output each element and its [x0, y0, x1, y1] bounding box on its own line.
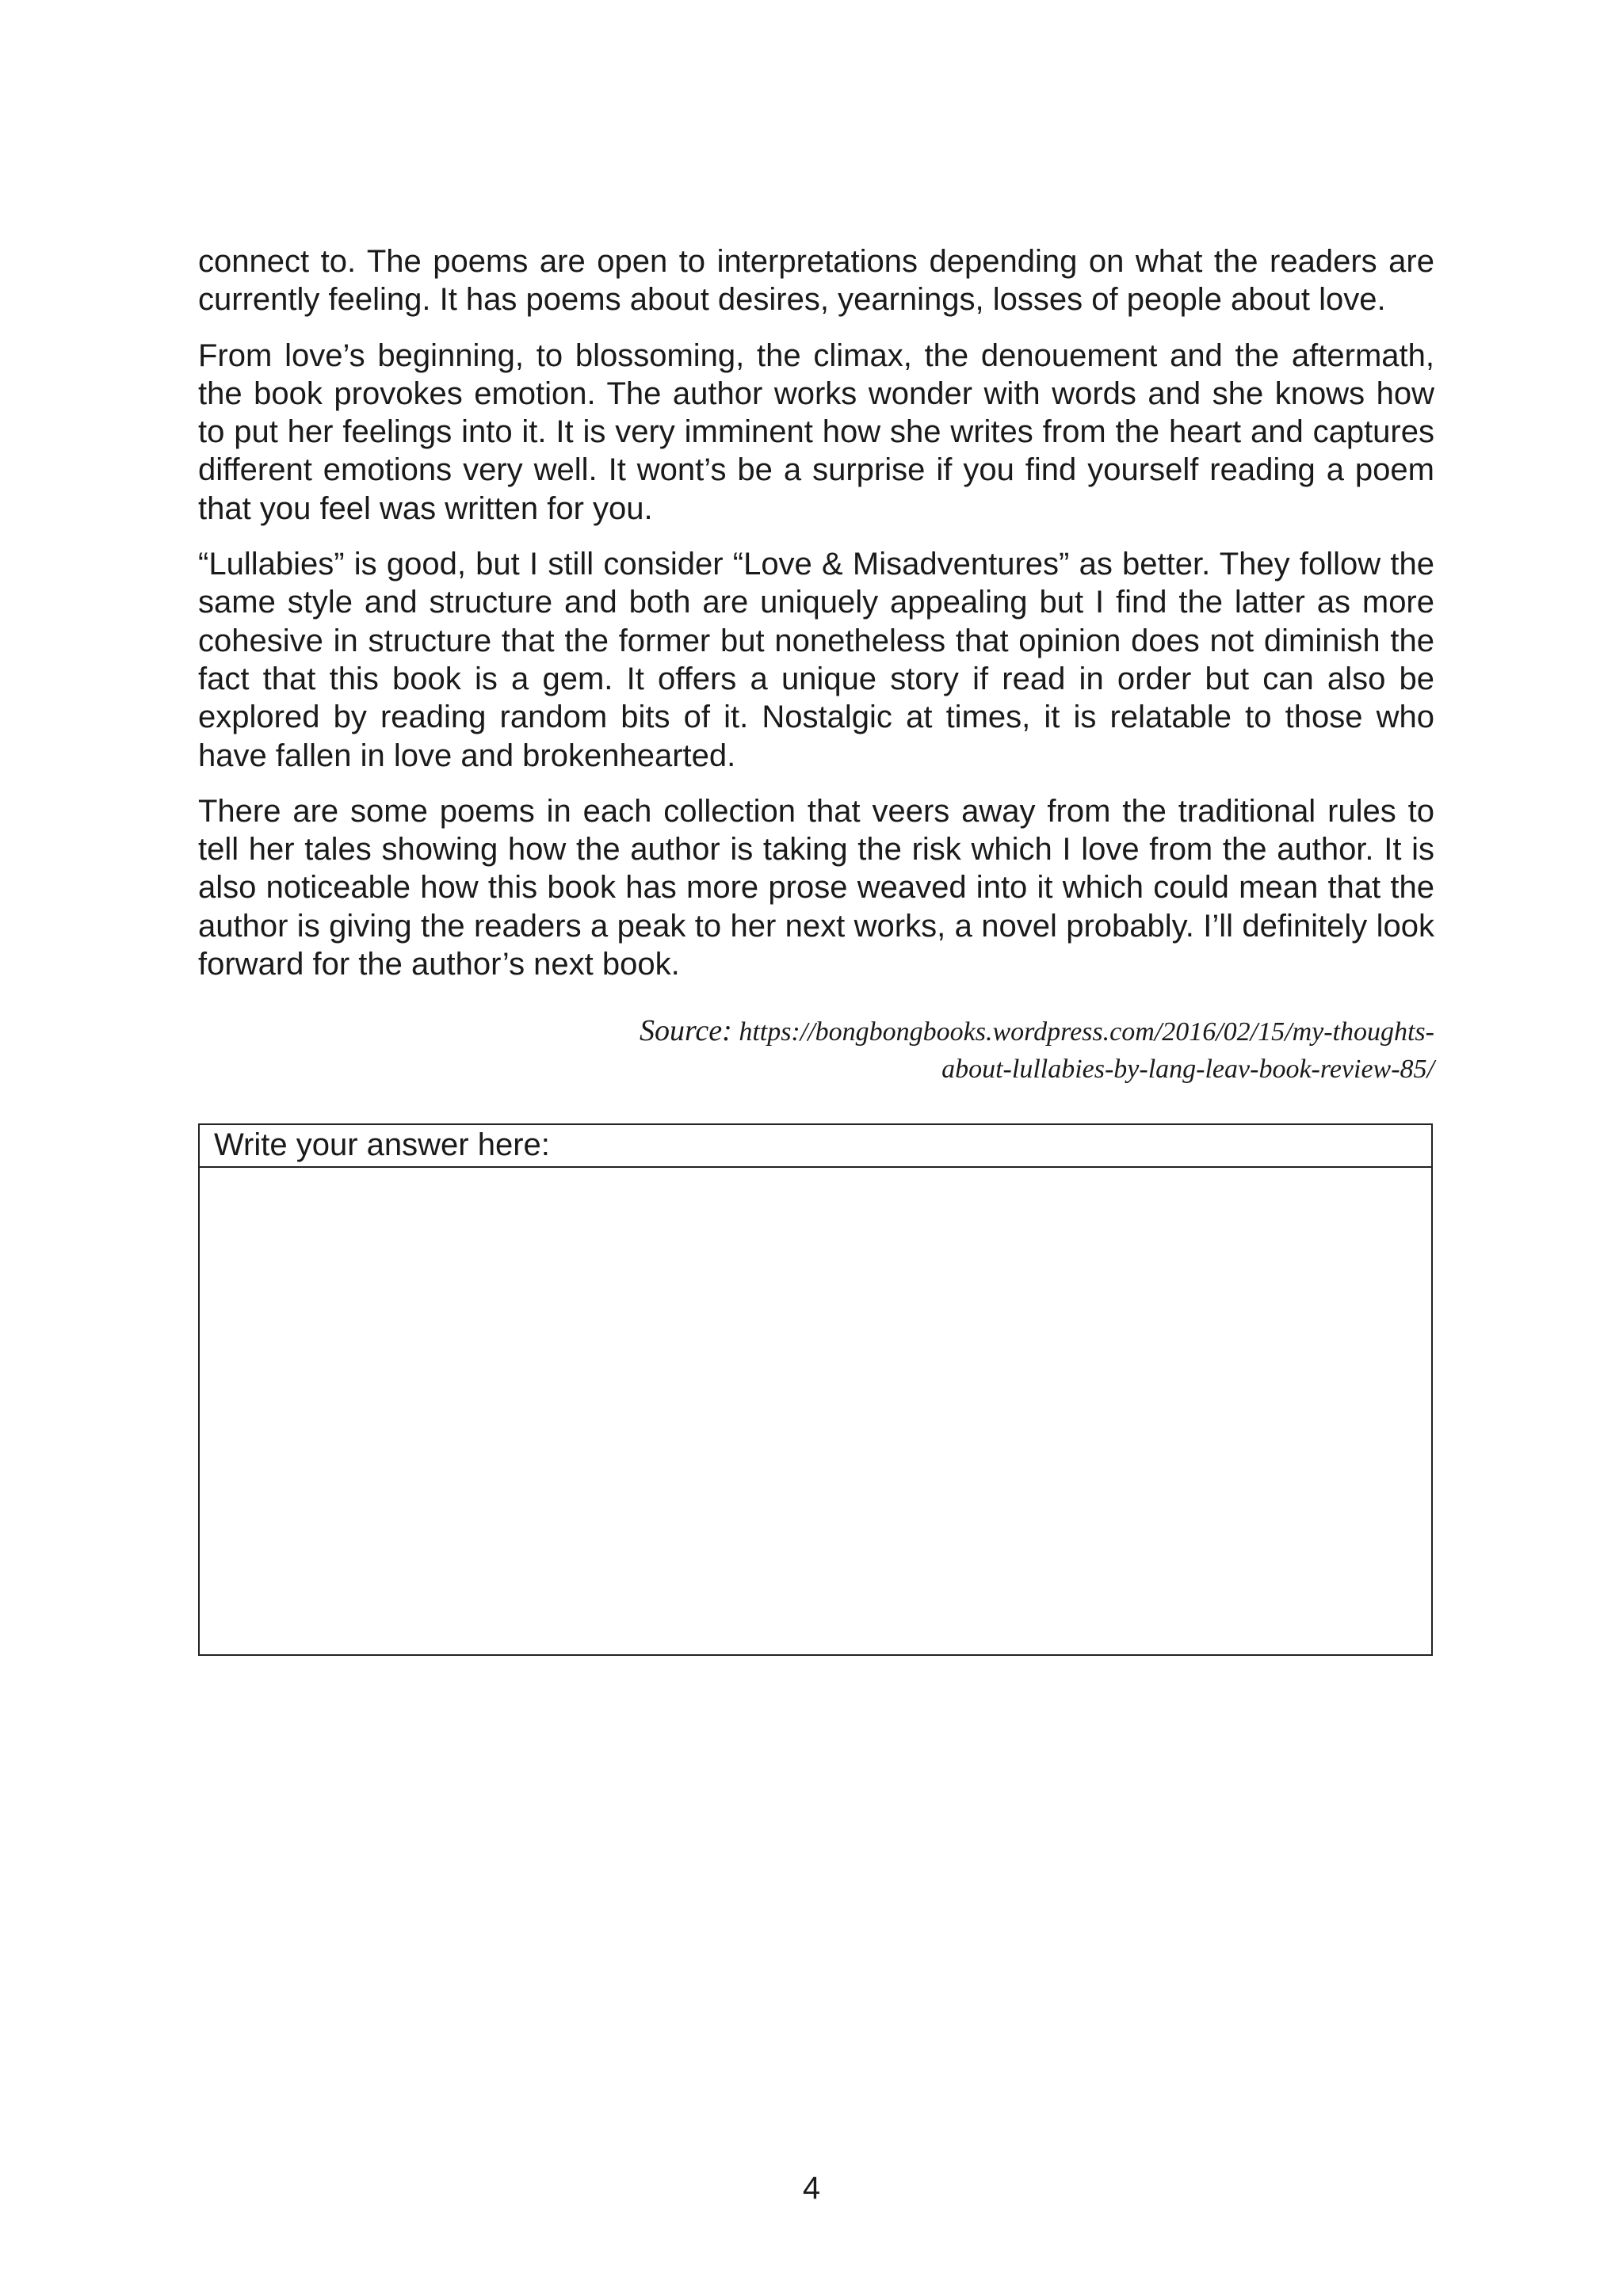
source-citation — [198, 1013, 1434, 1088]
source-url-part-2: about-lullabies-by-lang-leav-book-review-85/ — [941, 1055, 1434, 1084]
source-label: Source: — [640, 1014, 732, 1047]
paragraph-2: From love’s beginning, to blossoming, the climax, the denouement and the aftermath, the book provokes emotion. The author works wonder with words and she knows how to put her feelings into it. It is very imminent how she writes from the heart and captures different emotions very well. It wont’s be a surprise if you find yourself reading a poem that you feel was written for you. — [198, 338, 1434, 526]
answer-box — [198, 1123, 1433, 1656]
paragraph-1: connect to. The poems are open to interpretations depending on what the readers are currently feeling. It has poems about desires, yearnings, losses of people about love. — [198, 244, 1434, 318]
page-number: 4 — [802, 2171, 821, 2206]
source-url-part-1: https://bongbongbooks.wordpress.com/2016/02/15/my-thoughts- — [739, 1017, 1434, 1047]
answer-input-area[interactable] — [200, 1168, 1431, 1654]
paragraph-3: “Lullabies” is good, but I still consider “Love & Misadventures” as better. They follow the same style and structure and both are uniquely appealing but I find the latter as more cohesive in structure that the former but nonetheless that opinion does not diminish the fact that this book is a gem. It offers a unique story if read in order but can also be explored by reading random bits of it. Nostalgic at times, it is relatable to those who have fallen in love and brokenhearted. — [198, 547, 1434, 773]
review-body — [198, 242, 1434, 1001]
paragraph-4: There are some poems in each collection that veers away from the traditional rules to tell her tales showing how the author is taking the risk which I love from the author. It is also noticeable how this book has more prose weaved into it which could mean that the author is giving the readers a peak to her next works, a novel probably. I’ll definitely look forward for the author’s next book. — [198, 793, 1434, 982]
answer-box-header: Write your answer here: — [200, 1125, 1431, 1168]
source-line-1 — [198, 1013, 1434, 1051]
